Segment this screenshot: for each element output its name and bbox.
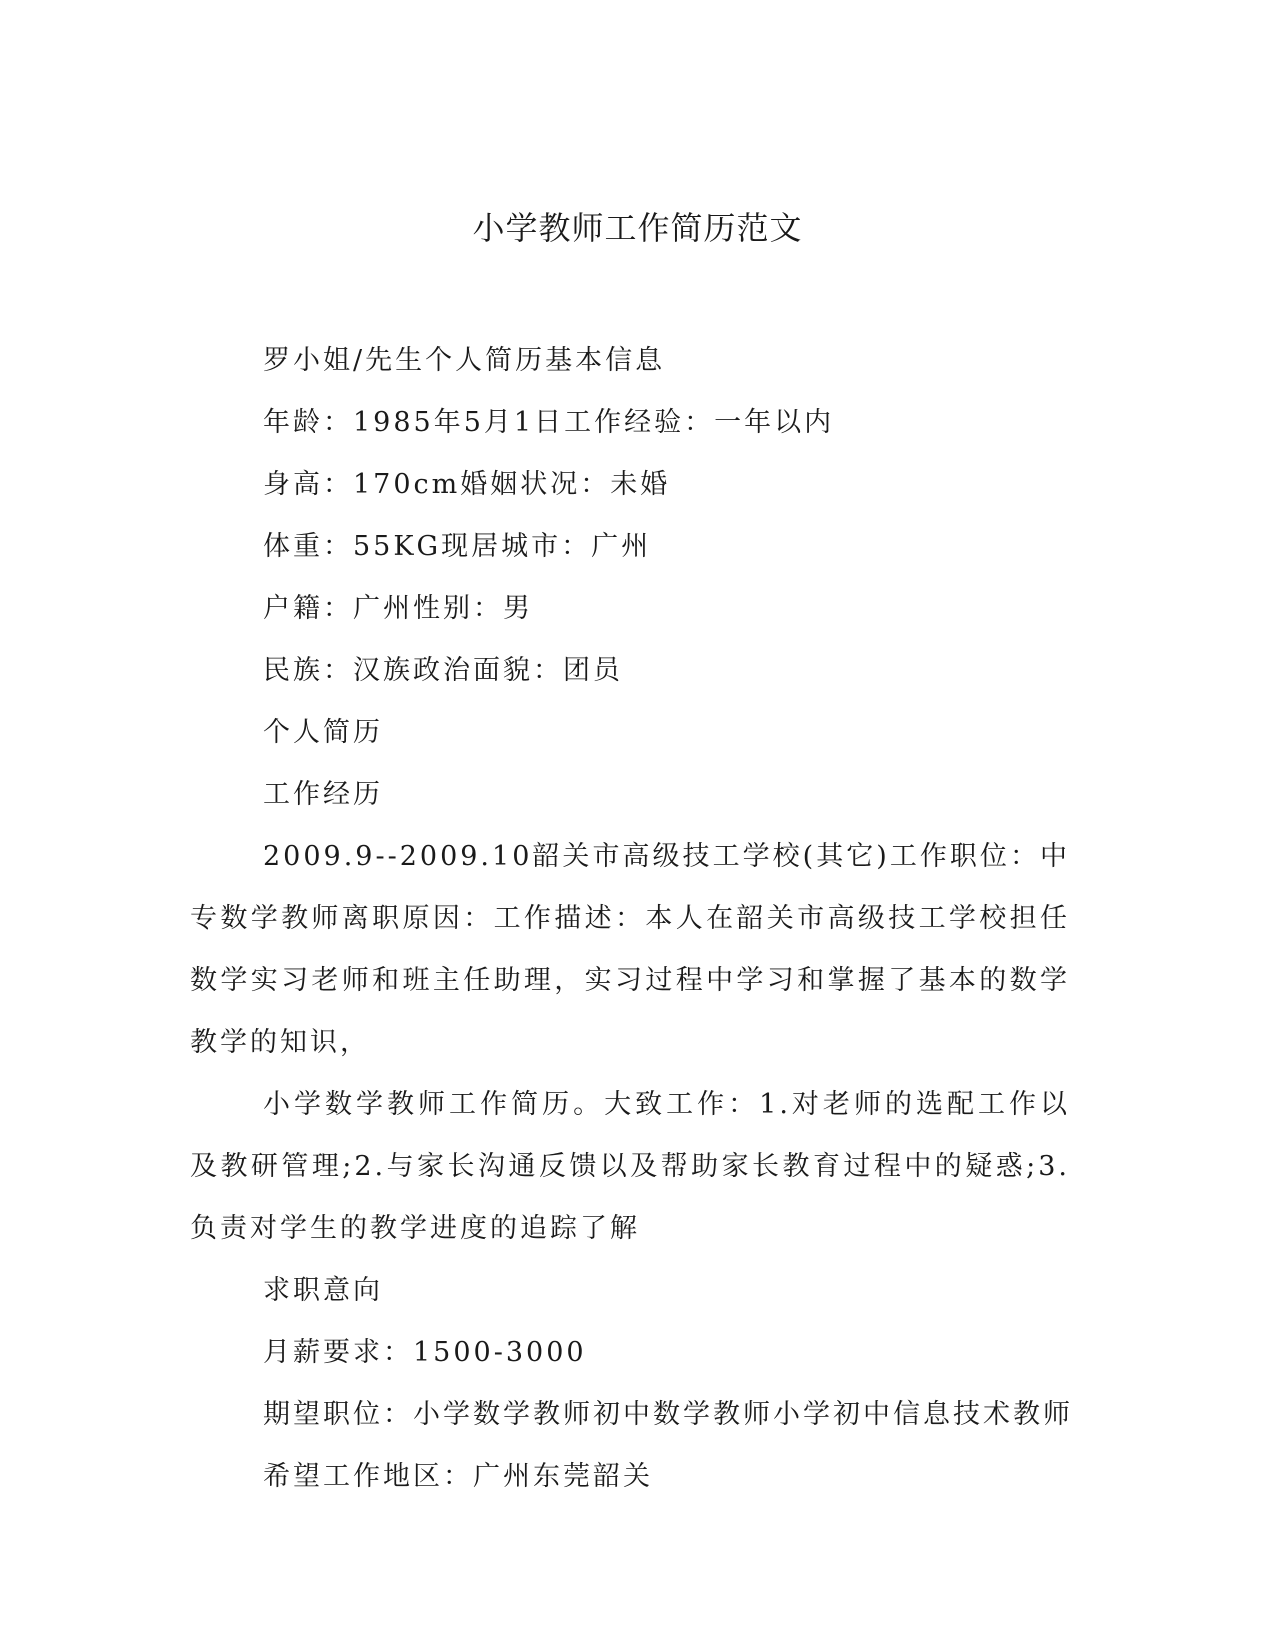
intent-heading: 求职意向 bbox=[263, 1275, 383, 1306]
location-line: 希望工作地区：广州东莞韶关 bbox=[263, 1461, 653, 1492]
position-line: 期望职位：小学数学教师初中数学教师小学初中信息技术教师 bbox=[263, 1399, 1073, 1430]
work-heading: 工作经历 bbox=[263, 779, 383, 810]
basic-info-heading: 罗小姐/先生个人简历基本信息 bbox=[263, 345, 666, 376]
weight-line: 体重：55KG现居城市：广州 bbox=[263, 531, 652, 562]
document-title: 小学教师工作简历范文 bbox=[472, 209, 803, 247]
salary-line: 月薪要求：1500-3000 bbox=[263, 1337, 587, 1368]
ethnicity-line: 民族：汉族政治面貌：团员 bbox=[263, 655, 623, 686]
height-line: 身高：170cm婚姻状况：未婚 bbox=[263, 469, 671, 500]
hukou-line: 户籍：广州性别：男 bbox=[263, 593, 533, 624]
work-paragraph: 2009.9--2009.10韶关市高级技工学校(其它)工作职位：中专数学教师离职原因：工作描述：本人在韶关市高级技工学校担任数学实习老师和班主任助理，实习过程中学习和掌握了基本的数学教学的知识， bbox=[190, 841, 1070, 1058]
resume-heading: 个人简历 bbox=[263, 717, 383, 748]
document-body bbox=[190, 330, 1073, 1508]
age-line: 年龄：1985年5月1日工作经验：一年以内 bbox=[263, 407, 835, 438]
duties-paragraph: 小学数学教师工作简历。大致工作：1.对老师的选配工作以及教研管理;2.与家长沟通反馈以及帮助家长教育过程中的疑惑;3.负责对学生的教学进度的追踪了解 bbox=[190, 1089, 1070, 1244]
